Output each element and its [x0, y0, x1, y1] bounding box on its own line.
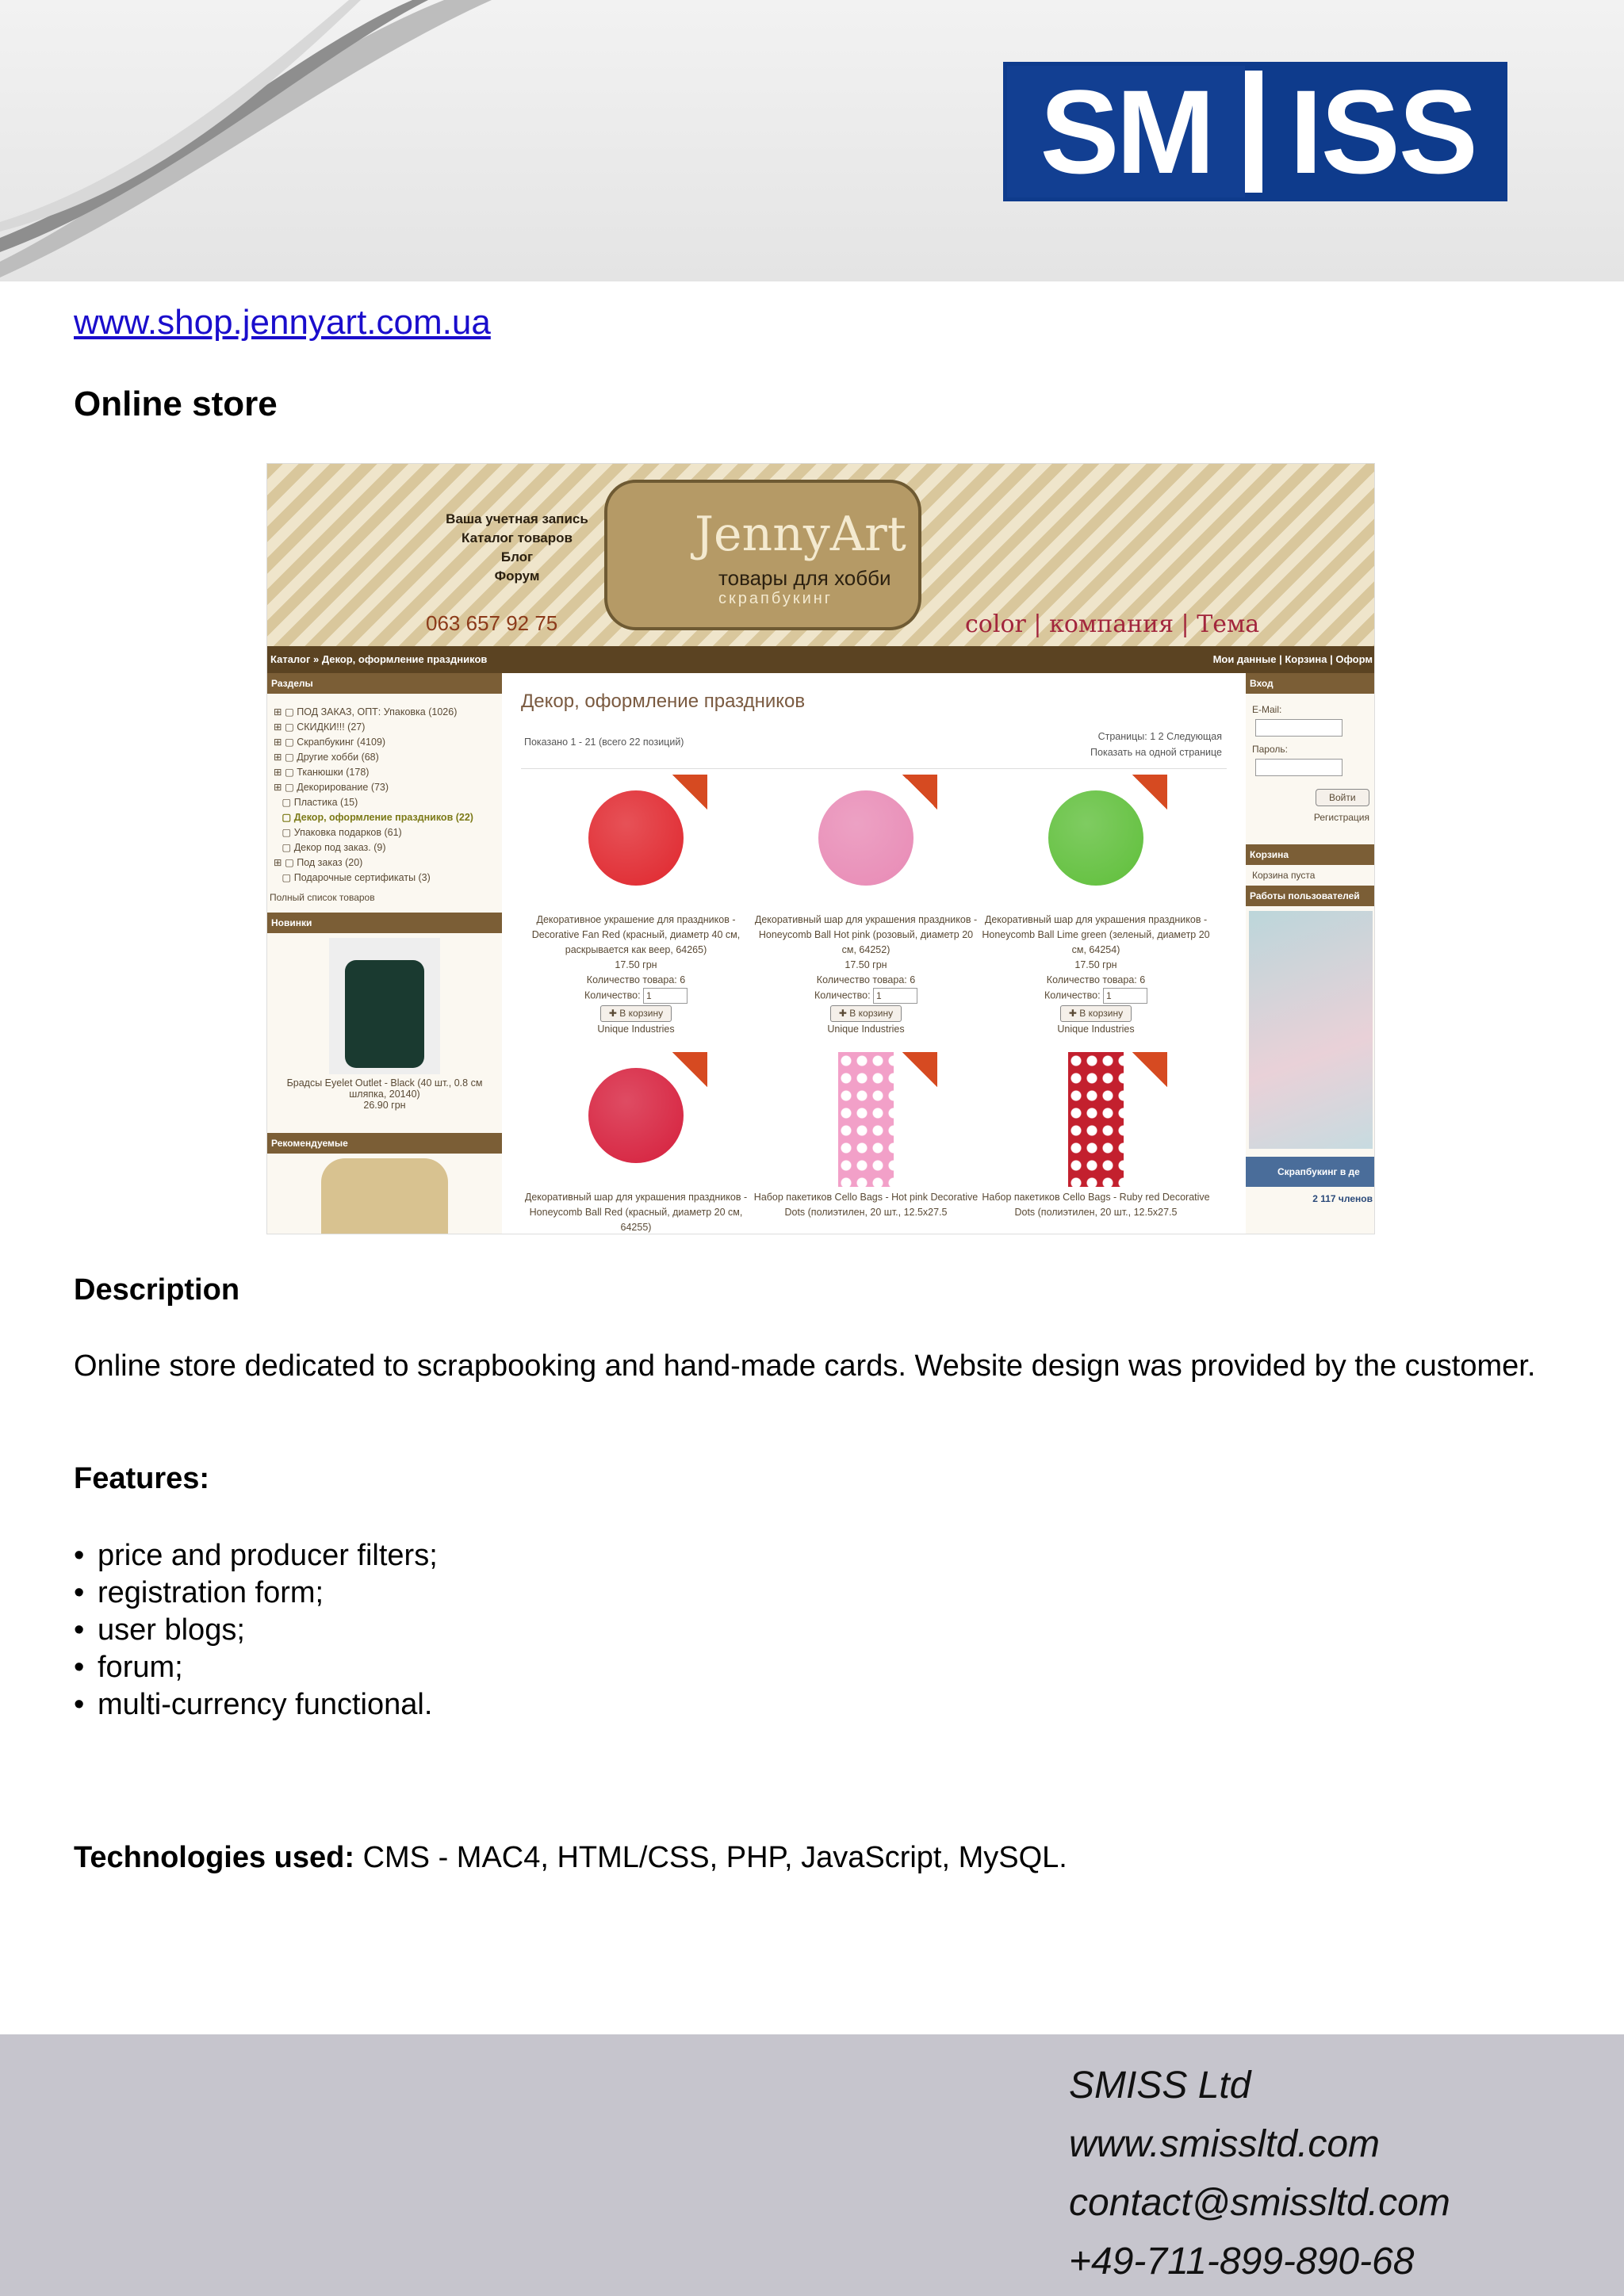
product-image[interactable]: [565, 1052, 707, 1187]
feature-item: • user blogs;: [74, 1612, 438, 1649]
cart-head: Корзина: [1246, 844, 1375, 865]
login-button[interactable]: Войти: [1316, 789, 1369, 806]
product-image[interactable]: [795, 1052, 937, 1187]
brand-tabs: color | компания | Тема: [965, 610, 1260, 638]
new-items-head: Новинки: [267, 913, 502, 933]
category-item[interactable]: ⊞ ▢ Под заказ (20): [274, 857, 363, 868]
logo-iss: ISS: [1289, 65, 1477, 198]
feature-item: • registration form;: [74, 1575, 438, 1612]
tab-color[interactable]: color: [965, 610, 1026, 638]
account-link[interactable]: Ваша учетная запись: [446, 511, 588, 526]
brand-sub2: скрапбукинг: [718, 590, 833, 607]
site-banner: [267, 464, 1375, 646]
new-item-image[interactable]: [329, 938, 440, 1074]
full-list-link[interactable]: Полный список товаров: [270, 892, 375, 903]
catalog-link[interactable]: Каталог товаров: [462, 530, 573, 545]
logo-sm: SM: [1007, 66, 1245, 197]
website-screenshot: [266, 463, 1375, 1234]
password-label: Пароль:: [1252, 744, 1288, 755]
product-image[interactable]: [565, 775, 707, 909]
product-price: 17.50 грн: [615, 959, 657, 970]
new-item-price: 26.90 грн: [363, 1100, 406, 1111]
category-item[interactable]: ▢ Пластика (15): [274, 797, 358, 808]
header-banner: [0, 0, 1624, 281]
project-title: Online store: [74, 385, 278, 423]
product-price: 17.50 грн: [1074, 959, 1117, 970]
category-item[interactable]: ⊞ ▢ ПОД ЗАКАЗ, ОПТ: Упаковка (1026): [274, 706, 458, 718]
register-link[interactable]: Регистрация: [1313, 812, 1369, 823]
site-navbar: [267, 646, 1375, 673]
product-name[interactable]: Набор пакетиков Cello Bags - Hot pink Decorative Dots (полиэтилен, 20 шт., 12.5x27.5: [753, 1192, 979, 1218]
footer-site[interactable]: www.smissltd.com: [1069, 2123, 1381, 2165]
category-item[interactable]: ⊞ ▢ Тканюшки (178): [274, 767, 370, 778]
add-to-cart-button[interactable]: ✚ В корзину: [1060, 1005, 1132, 1022]
brand-title: JennyArt: [695, 507, 906, 562]
add-to-cart-button[interactable]: ✚ В корзину: [600, 1005, 672, 1022]
category-item[interactable]: ▢ Декор под заказ. (9): [274, 842, 386, 853]
pagination: [1090, 729, 1222, 760]
product-name[interactable]: Декоративный шар для украшения праздников - Honeycomb Ball Hot pink (розовый, диаметр 20 см, 64252): [754, 914, 978, 955]
login-head: Вход: [1246, 673, 1375, 694]
works-image[interactable]: [1249, 911, 1373, 1149]
product-image[interactable]: [1025, 775, 1167, 909]
category-item[interactable]: ⊞ ▢ Другие хобби (68): [274, 752, 379, 763]
qty-input[interactable]: 1: [643, 988, 688, 1004]
top-links[interactable]: Мои данные | Корзина | Оформ: [1212, 653, 1373, 665]
qty-input[interactable]: 1: [1103, 988, 1147, 1004]
product-image[interactable]: [795, 775, 937, 909]
right-column: [1246, 673, 1375, 1234]
email-label: E-Mail:: [1252, 704, 1282, 715]
product-name[interactable]: Декоративное украшение для праздников - Decorative Fan Red (красный, диаметр 40 см, раскрывается как веер, 64265): [531, 914, 741, 955]
product-name[interactable]: Декоративный шар для украшения праздников - Honeycomb Ball Red (красный, диаметр 20 см, 64255): [524, 1192, 748, 1233]
smiss-logo: [1003, 62, 1507, 201]
site-phone: 063 657 92 75: [426, 611, 558, 635]
forum-link[interactable]: Форум: [494, 568, 540, 584]
footer-email[interactable]: contact@smissltd.com: [1069, 2182, 1450, 2224]
category-list: [267, 694, 502, 886]
category-item[interactable]: ▢ Упаковка подарков (61): [274, 827, 402, 838]
category-item[interactable]: ⊞ ▢ Скрапбукинг (4109): [274, 737, 386, 748]
blog-link[interactable]: Блог: [500, 549, 534, 564]
technologies: [74, 1841, 1067, 1875]
left-column: [267, 673, 502, 1234]
jennyart-logo: [604, 480, 921, 630]
product-name[interactable]: Набор пакетиков Cello Bags - Ruby red Decorative Dots (полиэтилен, 20 шт., 12.5x27.5: [982, 1192, 1210, 1218]
product-card: [981, 1052, 1211, 1220]
features-list: [74, 1537, 438, 1724]
vk-members: 2 117 членов: [1312, 1193, 1373, 1204]
product-image[interactable]: [1025, 1052, 1167, 1187]
qty-input[interactable]: 1: [873, 988, 917, 1004]
page-links[interactable]: Страницы: 1 2 Следующая: [1097, 731, 1222, 742]
product-name[interactable]: Декоративный шар для украшения праздников - Honeycomb Ball Lime green (зеленый, диаметр 20 см, 64254): [982, 914, 1210, 955]
description-text: Online store dedicated to scrapbooking and hand-made cards. Website design was provided by the customer.: [74, 1349, 1536, 1383]
tab-company[interactable]: компания: [1049, 610, 1174, 638]
main-column: [502, 673, 1246, 1234]
product-price: 17.50 грн: [845, 959, 887, 970]
product-card: Декоративное украшение для праздников - Decorative Fan Red (красный, диаметр 40 см, раскрывается как веер, 64265) 17.50 грн Количество товара: 6 Количество: 1 ✚ В корзину Unique Industries: [521, 775, 751, 1037]
product-maker[interactable]: Unique Industries: [827, 1024, 905, 1035]
project-url-link[interactable]: www.shop.jennyart.com.ua: [74, 303, 491, 342]
product-card: Декоративный шар для украшения праздников - Honeycomb Ball Lime green (зеленый, диаметр 20 см, 64254) 17.50 грн Количество товара: 6 Количество: 1 ✚ В корзину Unique Industries: [981, 775, 1211, 1037]
product-stock: Количество товара: 6: [1046, 974, 1146, 985]
tab-theme[interactable]: Тема: [1197, 610, 1260, 638]
recommended-head: Рекомендуемые: [267, 1133, 502, 1154]
category-item[interactable]: ⊞ ▢ СКИДКИ!!! (27): [274, 721, 366, 733]
new-item[interactable]: [267, 938, 502, 1111]
tech-label: Technologies used:: [74, 1841, 355, 1874]
product-card: [521, 1052, 751, 1234]
account-menu: [426, 510, 608, 586]
feature-item: • price and producer filters;: [74, 1537, 438, 1575]
sections-head: Разделы: [267, 673, 502, 694]
footer-company: SMISS Ltd: [1069, 2064, 1251, 2107]
feature-item: • multi-currency functional.: [74, 1686, 438, 1724]
login-form: [1246, 694, 1375, 833]
category-item[interactable]: ⊞ ▢ Декорирование (73): [274, 782, 389, 793]
one-page-link[interactable]: Показать на одной странице: [1090, 747, 1222, 758]
shown-count: Показано 1 - 21 (всего 22 позиций): [524, 737, 684, 748]
category-item-selected[interactable]: ▢ Декор, оформление праздников (22): [274, 812, 473, 823]
footer-phone: +49-711-899-890-68: [1069, 2241, 1415, 2283]
features-heading: Features:: [74, 1462, 210, 1495]
swoosh-graphic: [0, 0, 555, 281]
product-stock: Количество товара: 6: [816, 974, 916, 985]
footer-contacts: [1069, 2057, 1450, 2291]
recommended-image[interactable]: [321, 1158, 448, 1234]
works-head: Работы пользователей: [1246, 886, 1375, 906]
password-input[interactable]: [1255, 759, 1342, 776]
email-input[interactable]: [1255, 719, 1342, 737]
product-maker[interactable]: Unique Industries: [1057, 1024, 1135, 1035]
main-title: Декор, оформление праздников: [521, 691, 806, 712]
breadcrumb[interactable]: Каталог » Декор, оформление праздников: [270, 653, 488, 665]
add-to-cart-button[interactable]: ✚ В корзину: [830, 1005, 902, 1022]
tech-value: CMS - MAC4, HTML/CSS, PHP, JavaScript, MySQL.: [354, 1841, 1067, 1874]
product-card: [751, 1052, 981, 1220]
product-stock: Количество товара: 6: [586, 974, 686, 985]
brand-sub1: товары для хобби: [718, 566, 891, 590]
new-item-name[interactable]: Брадсы Eyelet Outlet - Black (40 шт., 0.8 см шляпка, 20140): [286, 1077, 483, 1100]
product-maker[interactable]: Unique Industries: [597, 1024, 675, 1035]
product-card: Декоративный шар для украшения праздников - Honeycomb Ball Hot pink (розовый, диаметр 20 см, 64252) 17.50 грн Количество товара: 6 Количество: 1 ✚ В корзину Unique Industries: [751, 775, 981, 1037]
vk-widget[interactable]: Скрапбукинг в де: [1246, 1157, 1375, 1187]
cart-empty: Корзина пуста: [1252, 870, 1316, 881]
description-heading: Description: [74, 1273, 240, 1307]
category-item[interactable]: ▢ Подарочные сертификаты (3): [274, 872, 431, 883]
feature-item: • forum;: [74, 1649, 438, 1686]
